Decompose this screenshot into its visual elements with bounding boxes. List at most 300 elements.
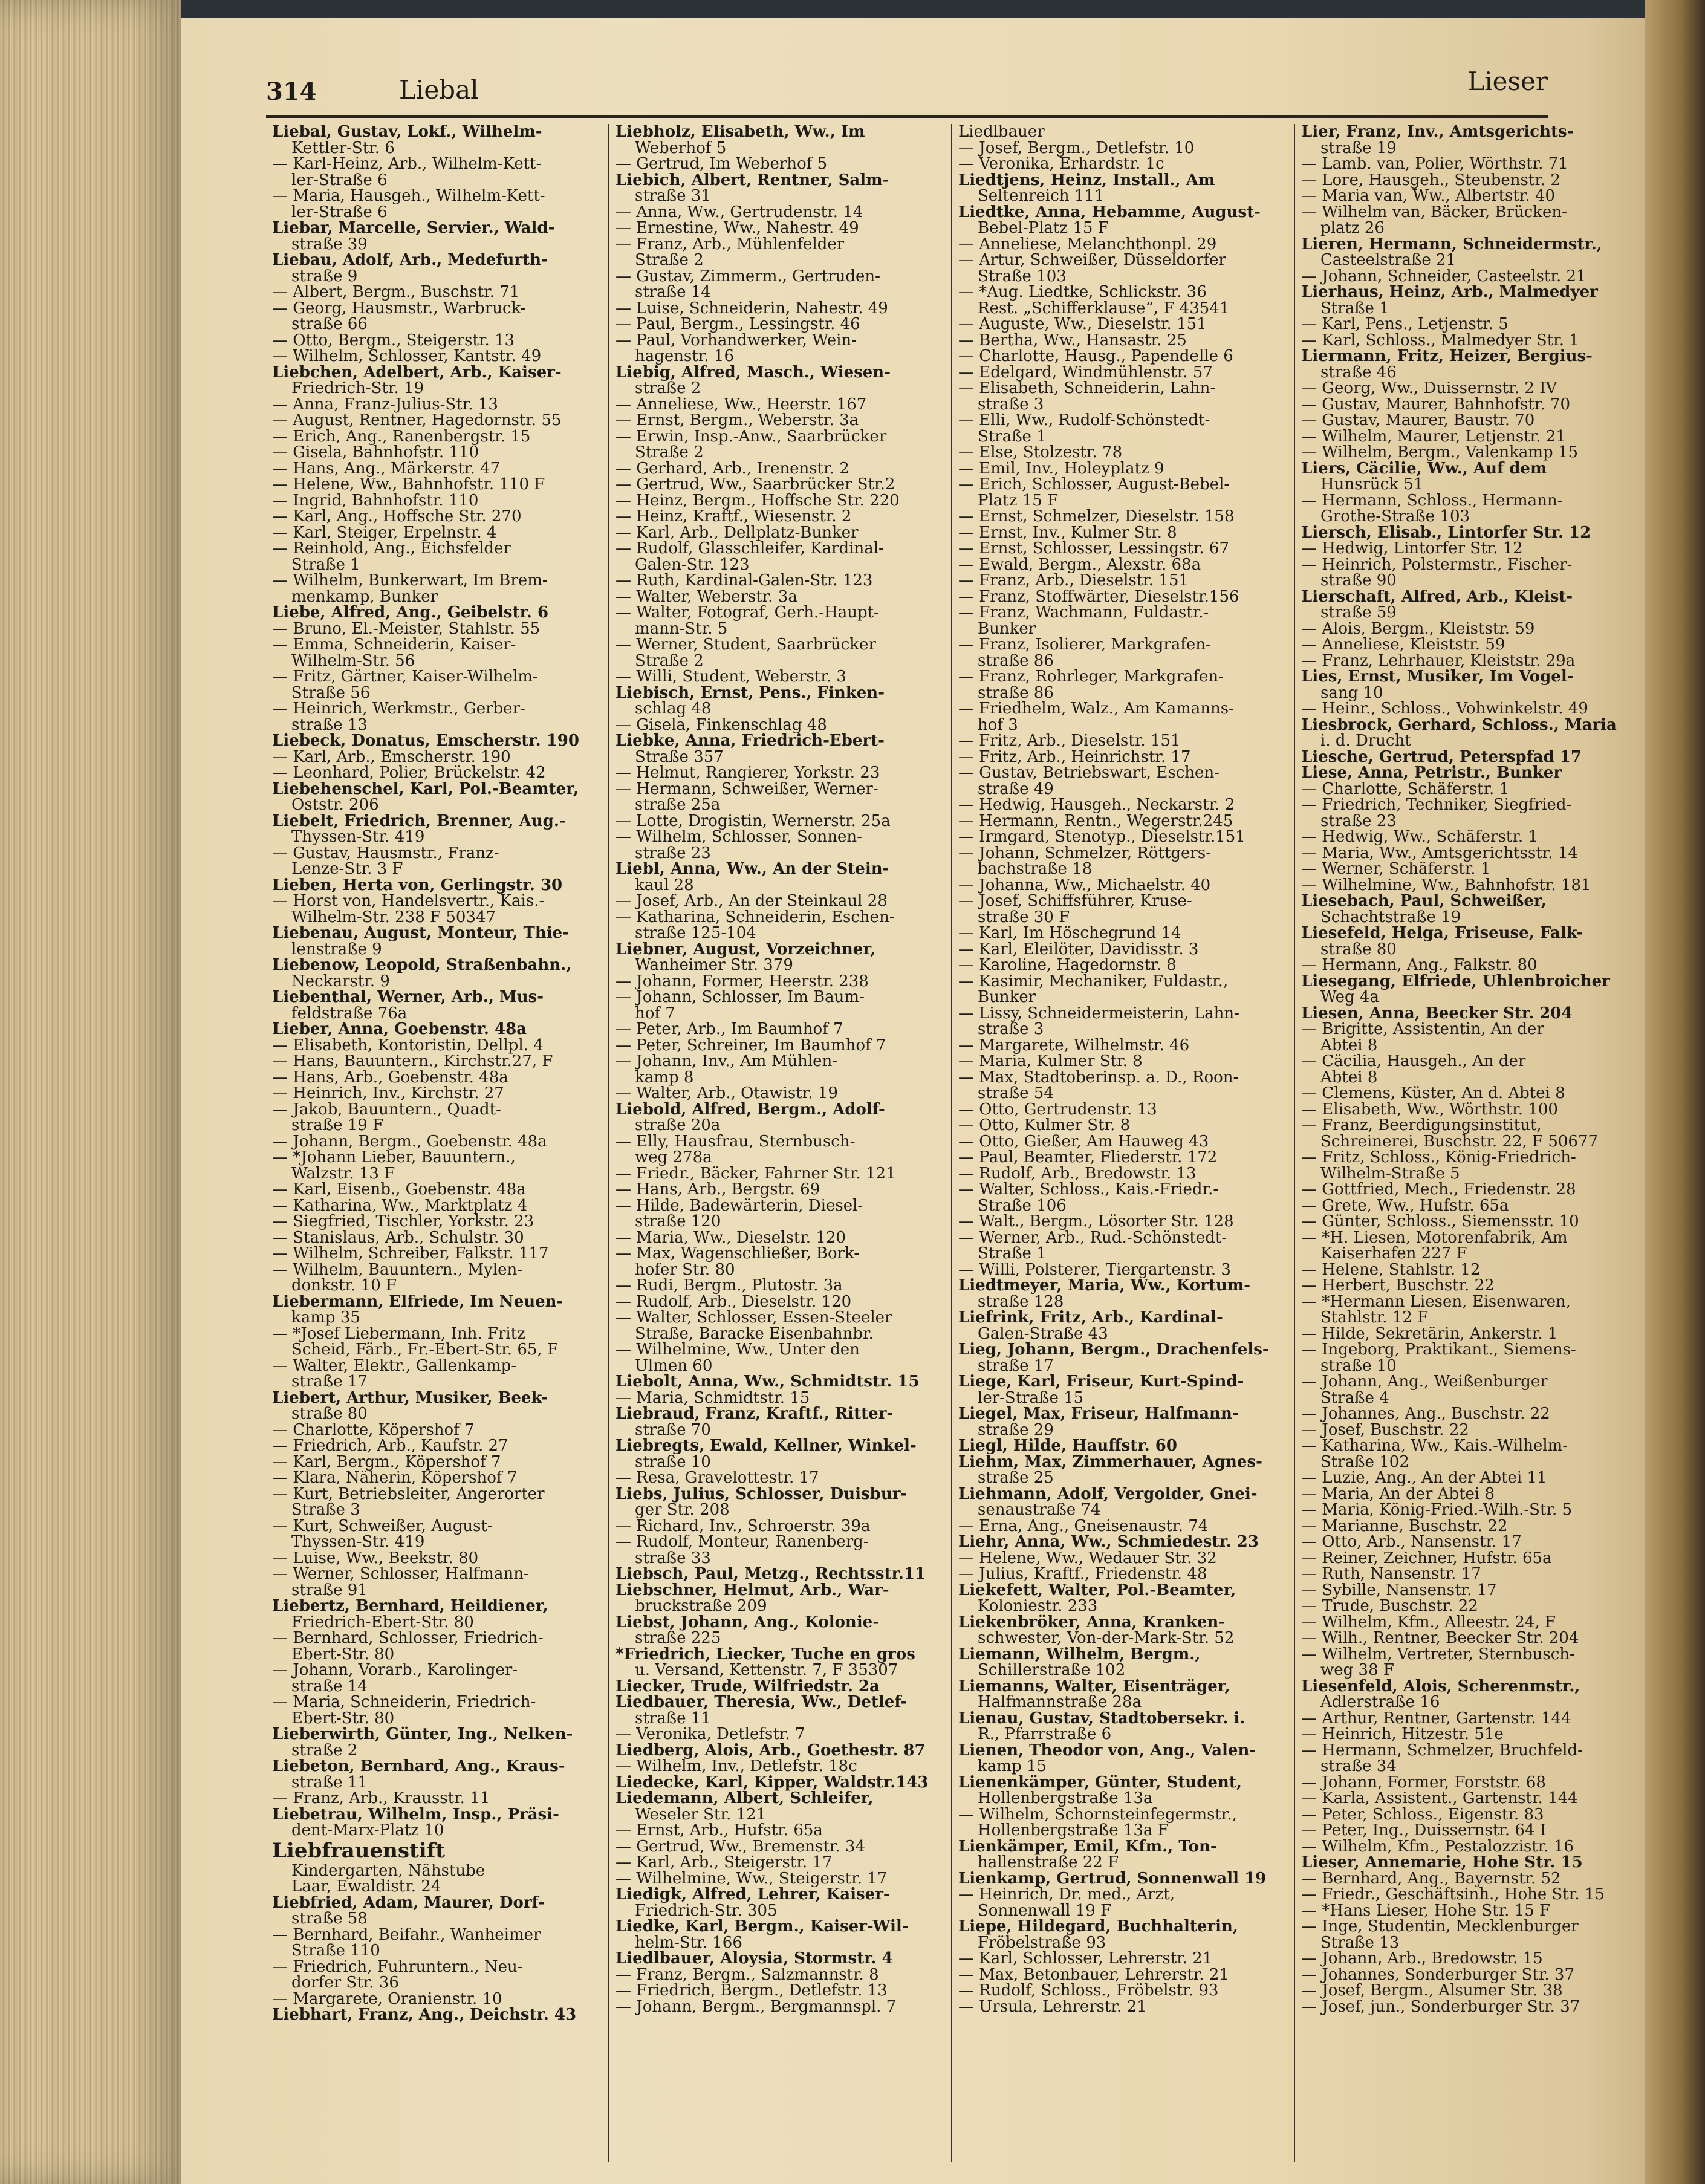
- directory-entry-continuation: Ebert-Str. 80: [291, 1645, 395, 1663]
- directory-entry: Liebetrau, Wilhelm, Insp., Präsi-: [272, 1805, 559, 1824]
- directory-entry: — Franz, Arb., Dieselstr. 151: [958, 571, 1189, 590]
- directory-entry: — Luise, Ww., Beekstr. 80: [272, 1549, 479, 1567]
- directory-entry: Liebelt, Friedrich, Brenner, Aug.-: [272, 811, 566, 830]
- directory-entry: Liehr, Anna, Ww., Schmiedestr. 23: [958, 1533, 1259, 1551]
- directory-entry-continuation: ler-Straße 6: [291, 203, 388, 221]
- directory-entry: — *Josef Liebermann, Inh. Fritz: [272, 1324, 525, 1343]
- directory-entry: — Friedr., Geschäftsinh., Hohe Str. 15: [1301, 1885, 1605, 1903]
- directory-entry: — Wilhelm, Vertreter, Sternbusch-: [1301, 1645, 1575, 1663]
- directory-entry: Liebich, Albert, Rentner, Salm-: [615, 171, 889, 189]
- directory-entry: — Ingrid, Bahnhofstr. 110: [272, 491, 479, 510]
- directory-entry-continuation: kamp 8: [635, 1068, 694, 1087]
- directory-entry: Liedemann, Albert, Schleifer,: [615, 1789, 874, 1807]
- directory-entry: — Kurt, Schweißer, August-: [272, 1516, 493, 1535]
- directory-entry: — Franz, Wachmann, Fuldastr.-: [958, 603, 1209, 622]
- directory-entry: Liese, Anna, Petristr., Bunker: [1301, 764, 1562, 782]
- directory-entry-continuation: straße 17: [291, 1373, 368, 1391]
- directory-entry-continuation: kamp 35: [291, 1308, 360, 1327]
- directory-entry: — Heinrich, Inv., Kirchstr. 27: [272, 1084, 504, 1102]
- column-3: [951, 124, 1291, 2162]
- directory-entry: Liebeck, Donatus, Emscherstr. 190: [272, 732, 579, 750]
- directory-entry: — Grete, Ww., Hufstr. 65a: [1301, 1196, 1509, 1215]
- directory-entry-continuation: Weseler Str. 121: [635, 1805, 767, 1824]
- directory-entry: Liekefett, Walter, Pol.-Beamter,: [958, 1581, 1236, 1599]
- directory-entry: Liebehenschel, Karl, Pol.-Beamter,: [272, 779, 579, 798]
- directory-entry-continuation: Galen-Str. 123: [635, 555, 750, 574]
- directory-entry: Liedigk, Alfred, Lehrer, Kaiser-: [615, 1885, 890, 1903]
- directory-entry: — Charlotte, Schäferstr. 1: [1301, 779, 1510, 798]
- directory-entry: — Gertrud, Im Weberhof 5: [615, 155, 828, 173]
- directory-entry: Liebert, Arthur, Musiker, Beek-: [272, 1388, 548, 1407]
- directory-entry-continuation: Laar, Ewaldistr. 24: [291, 1877, 441, 1896]
- directory-entry-continuation: Straße 1: [291, 555, 360, 574]
- directory-entry: Lieben, Herta von, Gerlingstr. 30: [272, 876, 563, 894]
- directory-entry-continuation: straße 54: [978, 1084, 1054, 1102]
- directory-entry: — Siegfried, Tischler, Yorkstr. 23: [272, 1212, 534, 1230]
- directory-entry: — Gertrud, Ww., Saarbrücker Str.2: [615, 475, 895, 493]
- directory-entry: — Franz, Beerdigungsinstitut,: [1301, 1116, 1542, 1134]
- directory-entry: — Heinz, Bergm., Hoffsche Str. 220: [615, 491, 900, 510]
- directory-entry: — Helene, Ww., Bahnhofstr. 110 F: [272, 475, 545, 493]
- directory-entry-continuation: straße 86: [978, 651, 1054, 670]
- directory-entry: Liege, Karl, Friseur, Kurt-Spind-: [958, 1373, 1244, 1391]
- directory-entry: — Ursula, Lehrerstr. 21: [958, 1997, 1147, 2016]
- directory-entry: — Bernhard, Schlosser, Friedrich-: [272, 1629, 544, 1647]
- directory-entry: — Elli, Ww., Rudolf-Schönstedt-: [958, 411, 1210, 429]
- directory-entry-continuation: helm-Str. 166: [635, 1933, 742, 1952]
- directory-entry: — Johann, Bergm., Goebenstr. 48a: [272, 1132, 547, 1151]
- directory-entry-continuation: Straße 2: [635, 443, 704, 461]
- directory-entry: — Wilhelmine, Ww., Steigerstr. 17: [615, 1869, 888, 1888]
- directory-entry-continuation: ger Str. 208: [635, 1501, 730, 1519]
- directory-entry: — Max, Stadtoberinsp. a. D., Roon-: [958, 1068, 1239, 1087]
- directory-entry-continuation: Galen-Straße 43: [978, 1324, 1108, 1343]
- directory-entry-continuation: straße 19: [1320, 138, 1397, 157]
- directory-entry-continuation: schlag 48: [635, 700, 712, 718]
- directory-entry-continuation: straße 14: [291, 1677, 368, 1695]
- directory-entry: — Werner, Schlosser, Halfmann-: [272, 1565, 529, 1583]
- directory-entry: — August, Rentner, Hagedornstr. 55: [272, 411, 562, 429]
- directory-entry: — Emma, Schneiderin, Kaiser-: [272, 635, 516, 654]
- directory-entry-continuation: hagenstr. 16: [635, 347, 734, 365]
- directory-entry: Lienau, Gustav, Stadtobersekr. i.: [958, 1709, 1245, 1727]
- directory-entry: Liermann, Fritz, Heizer, Bergius-: [1301, 347, 1593, 365]
- directory-entry: — Karl, Eleilöter, Davidisstr. 3: [958, 940, 1199, 958]
- directory-entry: — Josef, Arb., An der Steinkaul 28: [615, 892, 888, 910]
- directory-entry-continuation: straße 34: [1320, 1757, 1397, 1775]
- directory-entry-continuation: straße 30 F: [978, 908, 1070, 926]
- directory-entry: — Gisela, Bahnhofstr. 110: [272, 443, 479, 461]
- directory-entry-continuation: i. d. Drucht: [1320, 732, 1411, 750]
- directory-entry-continuation: sang 10: [1320, 683, 1383, 702]
- directory-entry: — Karl, Im Höschegrund 14: [958, 924, 1181, 942]
- directory-entry: — *Hans Lieser, Hohe Str. 15 F: [1301, 1901, 1551, 1920]
- directory-entry: Liebeton, Bernhard, Ang., Kraus-: [272, 1757, 565, 1775]
- directory-entry-continuation: Kindergarten, Nähstube: [291, 1861, 486, 1880]
- directory-entry: — Karl, Steiger, Erpelnstr. 4: [272, 523, 497, 542]
- directory-entry: Liecker, Trude, Wilfriedstr. 2a: [615, 1677, 880, 1695]
- directory-entry: — Franz, Stoffwärter, Dieselstr.156: [958, 587, 1239, 606]
- directory-entry: — Franz, Isolierer, Markgrafen-: [958, 635, 1211, 654]
- directory-entry: Lieg, Johann, Bergm., Drachenfels-: [958, 1341, 1269, 1359]
- directory-entry: — Ruth, Nansenstr. 17: [1301, 1565, 1481, 1583]
- directory-entry: — Fritz, Schloss., König-Friedrich-: [1301, 1148, 1576, 1166]
- directory-entry-continuation: Schachtstraße 19: [1320, 908, 1461, 926]
- directory-entry: Liesenfeld, Alois, Scherenmstr.,: [1301, 1677, 1580, 1695]
- directory-entry: — Helene, Ww., Wedauer Str. 32: [958, 1549, 1217, 1567]
- directory-entry-continuation: Straße 3: [291, 1501, 360, 1519]
- directory-entry: — Bertha, Ww., Hansastr. 25: [958, 331, 1187, 349]
- directory-entry: Liebfried, Adam, Maurer, Dorf-: [272, 1893, 545, 1912]
- directory-entry-continuation: Bunker: [978, 619, 1036, 638]
- directory-entry-continuation: straße 23: [635, 843, 711, 862]
- directory-entry: — Karl, Bergm., Köpershof 7: [272, 1452, 501, 1471]
- directory-entry: — Rudolf, Glasschleifer, Kardinal-: [615, 539, 884, 557]
- directory-entry: — Johann, Schmelzer, Röttgers-: [958, 843, 1211, 862]
- directory-entry: — Irmgard, Stenotyp., Dieselstr.151: [958, 828, 1245, 846]
- directory-entry: — Hermann, Schweißer, Werner-: [615, 779, 878, 798]
- directory-entry-continuation: straße 66: [291, 315, 368, 333]
- directory-entry: — Elly, Hausfrau, Sternbusch-: [615, 1132, 856, 1151]
- directory-entry: — Gustav, Zimmerm., Gertruden-: [615, 267, 880, 285]
- directory-entry: — Otto, Gießer, Am Hauweg 43: [958, 1132, 1209, 1151]
- directory-entry: — Gustav, Maurer, Baustr. 70: [1301, 411, 1535, 429]
- directory-entry-continuation: mann-Str. 5: [635, 619, 728, 638]
- directory-entry: — *H. Liesen, Motorenfabrik, Am: [1301, 1228, 1568, 1247]
- directory-entry-continuation: straße 25: [978, 1469, 1054, 1487]
- directory-entry: — Elisabeth, Schneiderin, Lahn-: [958, 379, 1216, 397]
- directory-entry: Lienkamp, Gertrud, Sonnenwall 19: [958, 1869, 1267, 1888]
- directory-entry: — Gisela, Finkenschlag 48: [615, 715, 827, 734]
- directory-entry: Liebraud, Franz, Kraftf., Ritter-: [615, 1405, 894, 1423]
- directory-entry: Lienen, Theodor von, Ang., Valen-: [958, 1741, 1256, 1760]
- directory-entry: — Karl, Arb., Dellplatz-Bunker: [615, 523, 859, 542]
- directory-entry-continuation: Friedrich-Str. 19: [291, 379, 424, 397]
- directory-entry: — Fritz, Arb., Dieselstr. 151: [958, 732, 1181, 750]
- directory-entry: — Friedrich, Techniker, Siegfried-: [1301, 796, 1572, 814]
- directory-entry-continuation: Casteelstraße 21: [1320, 251, 1457, 269]
- directory-entry: — Ernst, Bergm., Weberstr. 3a: [615, 411, 859, 429]
- directory-entry: — Maria, Ww., Amtsgerichtsstr. 14: [1301, 843, 1578, 862]
- directory-entry: — Wilhelm, Kfm., Alleestr. 24, F: [1301, 1613, 1556, 1631]
- directory-entry-continuation: Kaiserhafen 227 F: [1320, 1244, 1467, 1263]
- directory-entry: — Friedr., Bäcker, Fahrner Str. 121: [615, 1164, 896, 1183]
- directory-entry: — Gottfried, Mech., Friedenstr. 28: [1301, 1180, 1576, 1198]
- directory-entry-continuation: straße 3: [978, 395, 1044, 414]
- directory-entry: — Sybille, Nansenstr. 17: [1301, 1581, 1497, 1599]
- directory-entry: — Wilhelm, Schreiber, Falkstr. 117: [272, 1244, 549, 1263]
- directory-entry-continuation: Straße 1: [1320, 299, 1389, 317]
- directory-entry: — Hans, Ang., Märkerstr. 47: [272, 459, 501, 478]
- directory-entry: Liebenthal, Werner, Arb., Mus-: [272, 988, 544, 1006]
- directory-entry-continuation: straße 86: [978, 683, 1054, 702]
- directory-entry: Liegl, Hilde, Hauffstr. 60: [958, 1437, 1177, 1455]
- directory-entry-continuation: Adlerstraße 16: [1320, 1693, 1440, 1711]
- directory-entry: — Margarete, Oranienstr. 10: [272, 1989, 502, 2008]
- directory-entry: — Rudolf, Schloss., Fröbelstr. 93: [958, 1981, 1219, 2000]
- directory-entry-continuation: straße 58: [291, 1909, 368, 1928]
- directory-entry: — Jakob, Bauuntern., Quadt-: [272, 1100, 501, 1119]
- directory-entry: — Wilhelmine, Ww., Bahnhofstr. 181: [1301, 876, 1591, 894]
- directory-entry-continuation: menkamp, Bunker: [291, 587, 438, 606]
- directory-entry-continuation: donkstr. 10 F: [291, 1276, 397, 1295]
- directory-entry: — Anneliese, Kleiststr. 59: [1301, 635, 1505, 654]
- directory-entry-continuation: straße 29: [978, 1420, 1054, 1439]
- directory-entry: Liebolt, Anna, Ww., Schmidtstr. 15: [615, 1373, 920, 1391]
- directory-entry: — Johann, Inv., Am Mühlen-: [615, 1052, 838, 1070]
- directory-entry: — Heinr., Schloss., Vohwinkelstr. 49: [1301, 700, 1588, 718]
- directory-entry: Lienenkämper, Günter, Student,: [958, 1773, 1242, 1792]
- directory-entry: — Trude, Buschstr. 22: [1301, 1597, 1478, 1615]
- directory-entry-continuation: hofer Str. 80: [635, 1260, 735, 1279]
- directory-entry: — Karl, Ang., Hoffsche Str. 270: [272, 507, 522, 525]
- directory-entry: Liefrink, Fritz, Arb., Kardinal-: [958, 1308, 1223, 1327]
- directory-entry-continuation: straße 80: [291, 1405, 368, 1423]
- directory-entry: — Max, Wagenschließer, Bork-: [615, 1244, 860, 1263]
- directory-entry: — Ernestine, Ww., Nahestr. 49: [615, 219, 859, 237]
- directory-entry: Liebchen, Adelbert, Arb., Kaiser-: [272, 363, 562, 382]
- directory-entry: — Friedrich, Fuhruntern., Neu-: [272, 1957, 523, 1976]
- directory-entry: — Gertrud, Ww., Bremenstr. 34: [615, 1837, 866, 1856]
- directory-entry: — Bernhard, Ang., Bayernstr. 52: [1301, 1869, 1561, 1888]
- directory-entry: Liebke, Anna, Friedrich-Ebert-: [615, 732, 885, 750]
- directory-entry: — Erwin, Insp.-Anw., Saarbrücker: [615, 427, 887, 446]
- directory-entry: — Erna, Ang., Gneisenaustr. 74: [958, 1516, 1209, 1535]
- directory-entry: Liebsch, Paul, Metzg., Rechtsstr.11: [615, 1565, 926, 1583]
- directory-entry: — Hedwig, Ww., Schäferstr. 1: [1301, 828, 1538, 846]
- directory-entry: — Friedrich, Bergm., Detlefstr. 13: [615, 1981, 888, 2000]
- directory-entry-continuation: straße 39: [291, 235, 368, 253]
- directory-entry: — Clemens, Küster, An d. Abtei 8: [1301, 1084, 1565, 1102]
- directory-entry: — Franz, Arb., Mühlenfelder: [615, 235, 845, 253]
- directory-entry: Liebhart, Franz, Ang., Deichstr. 43: [272, 2006, 577, 2024]
- directory-entry: Liedtke, Anna, Hebamme, August-: [958, 203, 1261, 221]
- directory-entry: — Friedrich, Arb., Kaufstr. 27: [272, 1437, 508, 1455]
- directory-entry: — Johanna, Ww., Michaelstr. 40: [958, 876, 1211, 894]
- directory-entry: — Hermann, Ang., Falkstr. 80: [1301, 956, 1538, 974]
- directory-entry: — Peter, Arb., Im Baumhof 7: [615, 1020, 843, 1038]
- directory-entry: — Charlotte, Hausg., Papendelle 6: [958, 347, 1233, 365]
- directory-entry: — Anna, Franz-Julius-Str. 13: [272, 395, 498, 414]
- directory-entry: — Walter, Schloss., Kais.-Friedr.-: [958, 1180, 1219, 1198]
- directory-entry: — Marianne, Buschstr. 22: [1301, 1516, 1508, 1535]
- directory-entry: — Ernst, Schlosser, Lessingstr. 67: [958, 539, 1230, 557]
- directory-entry: — Johannes, Sonderburger Str. 37: [1301, 1965, 1574, 1984]
- directory-entry: Liesegang, Elfriede, Uhlenbroicher: [1301, 972, 1610, 990]
- directory-entry: — Johann, Vorarb., Karolinger-: [272, 1661, 518, 1679]
- directory-entry: — Maria, Schmidtstr. 15: [615, 1388, 810, 1407]
- directory-entry: — Elisabeth, Ww., Wörthstr. 100: [1301, 1100, 1558, 1119]
- directory-entry: — Otto, Arb., Nansenstr. 17: [1301, 1533, 1522, 1551]
- directory-entry-continuation: ler-Straße 15: [978, 1388, 1084, 1407]
- directory-entry: Liedberg, Alois, Arb., Goethestr. 87: [615, 1741, 926, 1760]
- directory-entry-continuation: Straße 103: [978, 267, 1067, 285]
- directory-entry-continuation: Straße 1: [978, 1244, 1047, 1263]
- directory-entry-continuation: u. Versand, Kettenstr. 7, F 35307: [635, 1661, 898, 1679]
- directory-entry: — Charlotte, Köpershof 7: [272, 1420, 475, 1439]
- directory-entry-continuation: straße 10: [1320, 1356, 1397, 1375]
- directory-entry: — Johann, Former, Heerstr. 238: [615, 972, 869, 990]
- directory-entry-continuation: schwester, Von-der-Mark-Str. 52: [978, 1629, 1235, 1647]
- directory-entry-continuation: Kettler-Str. 6: [291, 138, 395, 157]
- directory-entry: — Peter, Ing., Duissernstr. 64 I: [1301, 1821, 1547, 1839]
- directory-entry: — Ernst, Schmelzer, Dieselstr. 158: [958, 507, 1235, 525]
- directory-entry: — Klara, Näherin, Köpershof 7: [272, 1469, 518, 1487]
- column-2: [608, 124, 948, 2162]
- directory-entry-continuation: dent-Marx-Platz 10: [291, 1821, 444, 1839]
- directory-entry: — Josef, Buschstr. 22: [1301, 1420, 1469, 1439]
- directory-entry: — Horst von, Handelsvertr., Kais.-: [272, 892, 545, 910]
- directory-entry: — Cäcilia, Hausgeh., An der: [1301, 1052, 1526, 1070]
- directory-entry: — Albert, Bergm., Buschstr. 71: [272, 283, 520, 301]
- directory-entry-continuation: straße 125-104: [635, 924, 756, 942]
- directory-entry: — Walter, Fotograf, Gerh.-Haupt-: [615, 603, 879, 622]
- directory-entry: — Hilde, Badewärterin, Diesel-: [615, 1196, 863, 1215]
- directory-entry: — Johann, Bergm., Bergmannspl. 7: [615, 1997, 897, 2016]
- directory-entry-continuation: straße 9: [291, 267, 358, 285]
- directory-entry: Liebfrauenstift: [272, 1838, 445, 1863]
- directory-entry-continuation: Ebert-Str. 80: [291, 1709, 395, 1727]
- directory-entry: Liebal, Gustav, Lokf., Wilhelm-: [272, 124, 542, 141]
- directory-entry: — Paul, Vorhandwerker, Wein-: [615, 331, 857, 349]
- header-keyword-left: Liebal: [399, 75, 479, 105]
- directory-entry: — *Johann Lieber, Bauuntern.,: [272, 1148, 516, 1166]
- directory-entry: Liebisch, Ernst, Pens., Finken-: [615, 683, 885, 702]
- directory-entry: — Karoline, Hagedornstr. 8: [958, 956, 1177, 974]
- directory-entry-continuation: straße 2: [291, 1741, 358, 1760]
- directory-entry-continuation: Straße 2: [635, 251, 704, 269]
- directory-entry: — Rudolf, Arb., Bredowstr. 13: [958, 1164, 1197, 1183]
- directory-entry-continuation: straße 70: [635, 1420, 711, 1439]
- directory-entry: — Heinrich, Dr. med., Arzt,: [958, 1885, 1175, 1903]
- directory-entry: Liepe, Hildegard, Buchhalterin,: [958, 1917, 1238, 1935]
- directory-entry: — Wilhelm, Kfm., Pestalozzistr. 16: [1301, 1837, 1574, 1856]
- directory-entry: Liebschner, Helmut, Arb., War-: [615, 1581, 889, 1599]
- directory-entry-continuation: lenstraße 9: [291, 940, 382, 958]
- directory-entry: — Karl-Heinz, Arb., Wilhelm-Kett-: [272, 155, 542, 173]
- directory-entry-continuation: Fröbelstraße 93: [978, 1933, 1106, 1952]
- directory-entry: Liebenau, August, Monteur, Thie-: [272, 924, 569, 942]
- directory-entry: — Veronika, Detlefstr. 7: [615, 1725, 805, 1743]
- directory-entry: — Walter, Schlosser, Essen-Steeler: [615, 1308, 892, 1327]
- directory-entry: — Hermann, Schmelzer, Bruchfeld-: [1301, 1741, 1583, 1760]
- directory-entry: — Erich, Schlosser, August-Bebel-: [958, 475, 1230, 493]
- directory-entry: Liesebach, Paul, Schweißer,: [1301, 892, 1547, 910]
- directory-entry: — Leonhard, Polier, Brückelstr. 42: [272, 764, 546, 782]
- directory-entry: — Richard, Inv., Schroerstr. 39a: [615, 1516, 871, 1535]
- directory-entry: — Josef, jun., Sonderburger Str. 37: [1301, 1997, 1580, 2016]
- directory-entry: — Heinz, Kraftf., Wiesenstr. 2: [615, 507, 852, 525]
- directory-entry-continuation: Abtei 8: [1320, 1068, 1378, 1087]
- directory-entry-continuation: Weg 4a: [1320, 988, 1379, 1006]
- directory-entry: — Karl, Pens., Letjenstr. 5: [1301, 315, 1509, 333]
- directory-entry-continuation: Scheid, Färb., Fr.-Ebert-Str. 65, F: [291, 1341, 558, 1359]
- directory-entry: — Werner, Arb., Rud.-Schönstedt-: [958, 1228, 1227, 1247]
- directory-entry: Liesen, Anna, Beecker Str. 204: [1301, 1004, 1573, 1022]
- directory-entry-continuation: platz 26: [1320, 219, 1385, 237]
- directory-entry: — Else, Stolzestr. 78: [958, 443, 1123, 461]
- directory-entry: Liedtmeyer, Maria, Ww., Kortum-: [958, 1276, 1251, 1295]
- directory-entry: — Katharina, Ww., Marktplatz 4: [272, 1196, 528, 1215]
- directory-entry: Liemann, Wilhelm, Bergm.,: [958, 1645, 1201, 1663]
- directory-entry: — Johann, Schlosser, Im Baum-: [615, 988, 865, 1006]
- directory-entry: — Ingeborg, Praktikant., Siemens-: [1301, 1341, 1576, 1359]
- directory-entry: — Karl, Arb., Emscherstr. 190: [272, 747, 511, 766]
- directory-entry: Liesche, Gertrud, Peterspfad 17: [1301, 747, 1582, 766]
- directory-page: [181, 18, 1657, 2184]
- directory-entry: — Otto, Kulmer Str. 8: [958, 1116, 1131, 1134]
- page-number: 314: [266, 77, 317, 106]
- directory-entry: — Maria, König-Fried.-Wilh.-Str. 5: [1301, 1501, 1573, 1519]
- directory-entry: Lierhaus, Heinz, Arb., Malmedyer: [1301, 283, 1598, 301]
- directory-entry-continuation: Lenze-Str. 3 F: [291, 860, 403, 878]
- directory-entry: — Reinhold, Ang., Eichsfelder: [272, 539, 511, 557]
- directory-entry-continuation: Grothe-Straße 103: [1320, 507, 1470, 525]
- directory-entry: — Peter, Schloss., Eigenstr. 83: [1301, 1805, 1544, 1824]
- header-keyword-right: Lieser: [1467, 67, 1548, 96]
- directory-entry-continuation: Straße 2: [635, 651, 704, 670]
- directory-entry-continuation: straße 14: [635, 283, 711, 301]
- directory-entry: — Maria, Schneiderin, Friedrich-: [272, 1693, 536, 1711]
- directory-entry-continuation: Neckarstr. 9: [291, 972, 390, 990]
- directory-entry-continuation: Schreinerei, Buschstr. 22, F 50677: [1320, 1132, 1599, 1151]
- directory-entry-continuation: Straße 110: [291, 1942, 380, 1960]
- directory-entry: — Wilhelm, Bauuntern., Mylen-: [272, 1260, 522, 1279]
- directory-entry: Lieberwirth, Günter, Ing., Nelken-: [272, 1725, 573, 1743]
- directory-entry: — Heinrich, Hitzestr. 51e: [1301, 1725, 1504, 1743]
- directory-entry: — Gustav, Hausmstr., Franz-: [272, 843, 499, 862]
- directory-entry: — Franz, Arb., Krausstr. 11: [272, 1789, 490, 1807]
- directory-entry: Liebertz, Bernhard, Heildiener,: [272, 1597, 548, 1615]
- directory-entry: Liedtjens, Heinz, Install., Am: [958, 171, 1215, 189]
- directory-entry: — Anneliese, Ww., Heerstr. 167: [615, 395, 867, 414]
- directory-entry: — Johann, Ang., Weißenburger: [1301, 1373, 1548, 1391]
- directory-entry: Liegel, Max, Friseur, Halfmann-: [958, 1405, 1239, 1423]
- directory-entry: — Arthur, Rentner, Gartenstr. 144: [1301, 1709, 1571, 1727]
- directory-entry: — Johann, Schneider, Casteelstr. 21: [1301, 267, 1586, 285]
- directory-entry: — Lotte, Drogistin, Wernerstr. 25a: [615, 811, 891, 830]
- directory-entry: — Walter, Arb., Otawistr. 19: [615, 1084, 838, 1102]
- directory-entry-continuation: straße 13: [291, 715, 368, 734]
- directory-entry: — Walt., Bergm., Lösorter Str. 128: [958, 1212, 1234, 1230]
- directory-entry-continuation: Stahlstr. 12 F: [1320, 1308, 1429, 1327]
- directory-entry: — Josef, Bergm., Detlefstr. 10: [958, 138, 1195, 157]
- directory-entry-continuation: straße 46: [1320, 363, 1397, 382]
- directory-entry-continuation: straße 25a: [635, 796, 721, 814]
- directory-entry: — Hermann, Rentn., Wegerstr.245: [958, 811, 1233, 830]
- directory-entry-continuation: Straße 1: [978, 427, 1047, 446]
- directory-entry-continuation: straße 225: [635, 1629, 721, 1647]
- directory-entry: Liedlbauer, Aloysia, Stormstr. 4: [615, 1949, 893, 1968]
- directory-entry-continuation: Wilhelm-Str. 238 F 50347: [291, 908, 496, 926]
- directory-entry: — Edelgard, Windmühlenstr. 57: [958, 363, 1213, 382]
- directory-entry: — Johann, Former, Forststr. 68: [1301, 1773, 1546, 1792]
- directory-entry-continuation: straße 80: [1320, 940, 1397, 958]
- directory-entry: Lieser, Annemarie, Hohe Str. 15: [1301, 1853, 1583, 1871]
- directory-entry-continuation: Abtei 8: [1320, 1036, 1378, 1055]
- directory-entry-continuation: Friedrich-Str. 305: [635, 1901, 778, 1920]
- directory-entry-continuation: straße 11: [291, 1773, 368, 1792]
- directory-entry: — Helmut, Rangierer, Yorkstr. 23: [615, 764, 880, 782]
- directory-entry: — Wilhelm, Schlosser, Kantstr. 49: [272, 347, 542, 365]
- directory-entry-continuation: Bunker: [978, 988, 1036, 1006]
- directory-entry-continuation: Weberhof 5: [635, 138, 727, 157]
- directory-entry: — Wilhelm, Bergm., Valenkamp 15: [1301, 443, 1579, 461]
- directory-entry: — Hedwig, Hausgeh., Neckarstr. 2: [958, 796, 1235, 814]
- directory-entry: — Anna, Ww., Gertrudenstr. 14: [615, 203, 863, 221]
- directory-entry-continuation: straße 2: [635, 379, 701, 397]
- directory-entry: Liekenbröker, Anna, Kranken-: [958, 1613, 1226, 1631]
